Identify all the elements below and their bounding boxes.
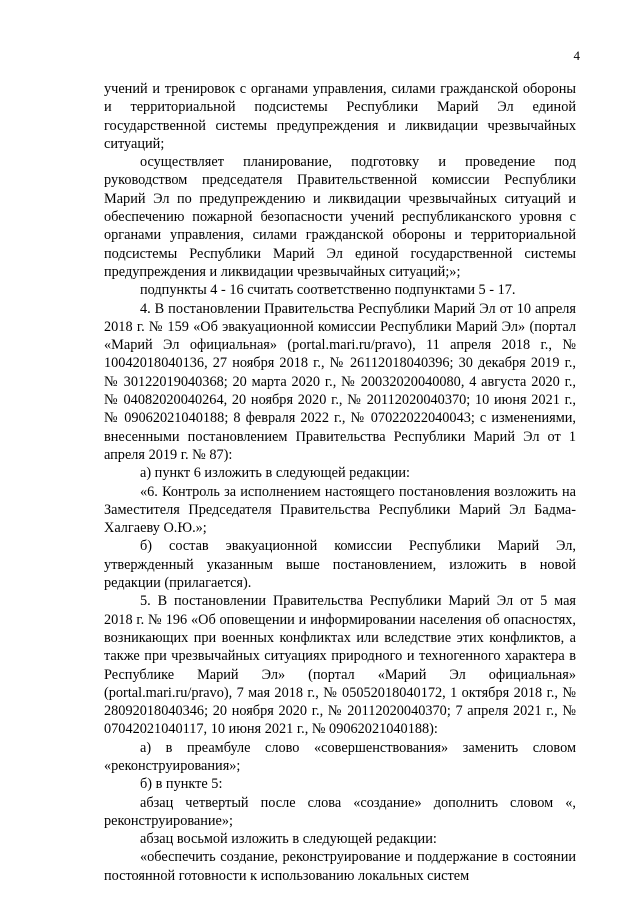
paragraph: «6. Контроль за исполнением настоящего постановления возложить на Заместителя Председателя Правительства Республики Марий Эл Бадма-Халгаеву О.Ю.»; — [104, 483, 576, 537]
paragraph: б) в пункте 5: — [140, 776, 223, 793]
paragraph: «обеспечить создание, реконструирование и поддержание в состоянии постоянной готовности к использованию локальных систем — [104, 849, 576, 884]
document-body — [104, 80, 576, 885]
paragraph: 4. В постановлении Правительства Республики Марий Эл от 10 апреля 2018 г. № 159 «Об эвакуационной комиссии Республики Марий Эл» (портал «Марий Эл официальная» (portal.mari.ru/pravo), 11 апреля 2018 г., № 10042018040136, 27 ноября 2018 г., № 26112018040396; 30 декабря 2019 г., № 30122019040368; 20 марта 2020 г., № 20032020040080, 4 августа 2020 г., № 04082020040264, 20 ноября 2020 г., № 20112020040370; 10 июня 2021 г., № 09062021040188; 8 февраля 2022 г., № 07022022040043; с изменениями, внесенными постановлением Правительства Республики Марий Эл от 1 апреля 2019 г. № 87): — [104, 300, 576, 463]
paragraph: абзац четвертый после слова «создание» дополнить словом «, реконструирование»; — [104, 794, 576, 829]
paragraph: учений и тренировок с органами управления, силами гражданской обороны и территориальной подсистемы Республики Марий Эл единой государственной системы предупреждения и ликвидации чрезвычайных ситуаций; — [104, 81, 576, 152]
page-number: 4 — [573, 48, 580, 63]
paragraph: б) состав эвакуационной комиссии Республики Марий Эл, утвержденный указанным выше постановлением, изложить в новой редакции (прилагается). — [104, 538, 576, 592]
paragraph: а) в преамбуле слово «совершенствования» заменить словом «реконструирования»; — [104, 739, 576, 774]
paragraph: абзац восьмой изложить в следующей редакции: — [140, 831, 437, 848]
paragraph: 5. В постановлении Правительства Республики Марий Эл от 5 мая 2018 г. № 196 «Об оповещении и информировании населения об опасностях, возникающих при военных конфликтах или вследствие этих конфликтов, а также при чрезвычайных ситуациях природного и техногенного характера в Республике Марий Эл» (портал «Марий Эл официальная» (portal.mari.ru/pravo), 7 мая 2018 г., № 05052018040172, 1 октября 2018 г., № 28092018040346; 20 ноября 2020 г., № 20112020040370; 7 апреля 2021 г., № 07042021040117, 10 июня 2021 г., № 09062021040188): — [104, 593, 576, 738]
paragraph: подпункты 4 - 16 считать соответственно подпунктами 5 - 17. — [140, 282, 516, 299]
paragraph: осуществляет планирование, подготовку и проведение под руководством председателя Правительственной комиссии Республики Марий Эл по предупреждению и ликвидации чрезвычайных ситуаций и обеспечению пожарной безопасности учений республиканского уровня с органами управления, силами гражданской обороны и территориальной подсистемы Республики Марий Эл единой государственной системы предупреждения и ликвидации чрезвычайных ситуаций;»; — [104, 154, 576, 280]
paragraph: а) пункт 6 изложить в следующей редакции: — [140, 465, 410, 482]
